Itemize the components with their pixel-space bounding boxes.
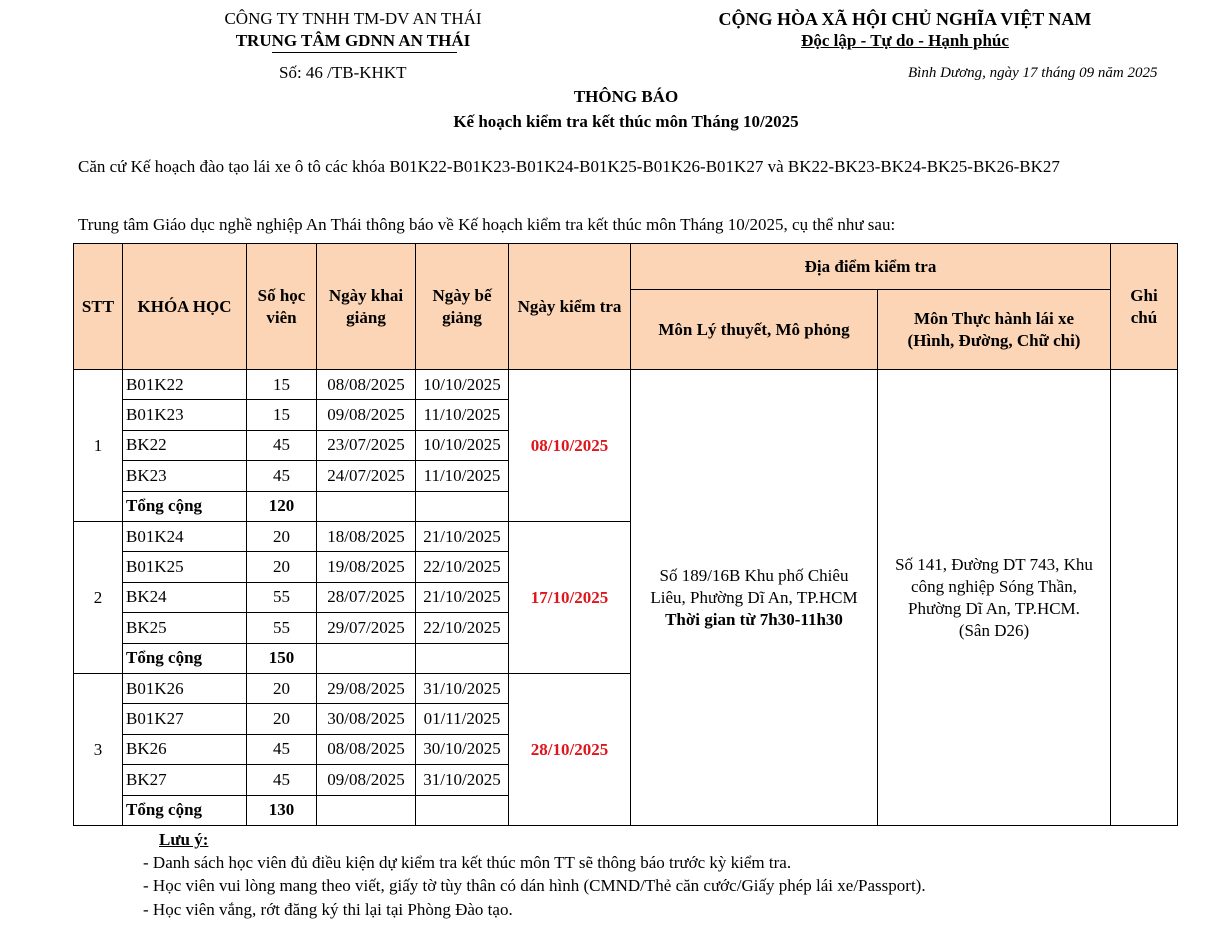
note-item-2: - Học viên vui lòng mang theo viết, giấy tờ tùy thân có dán hình (CMND/Thẻ căn cước/Giấy phép lái xe/Passport). — [143, 876, 926, 895]
table-cell-end: 10/10/2025 — [415, 369, 509, 400]
total-empty-end — [415, 491, 509, 522]
table-cell-students: 15 — [246, 369, 317, 400]
table-cell-students: 45 — [246, 460, 317, 491]
header-note-line2: chú — [1130, 307, 1158, 327]
note-column — [1110, 369, 1178, 826]
practice-location-line3: Phường Dĩ An, TP.HCM. — [908, 598, 1080, 618]
header-end — [415, 243, 509, 370]
header-practice-line1: Môn Thực hành lái xe — [913, 308, 1075, 328]
basis-text: Căn cứ Kế hoạch đào tạo lái xe ô tô các khóa B01K22-B01K23-B01K24-B01K25-B01K26-B01K27 và BK22-BK23-BK24-BK25-BK26-BK27 — [78, 157, 1060, 176]
table-cell-end: 30/10/2025 — [415, 734, 509, 765]
group-stt: 2 — [73, 521, 123, 674]
header-course: KHÓA HỌC — [122, 243, 247, 370]
header-start — [316, 243, 416, 370]
total-empty-start — [316, 795, 416, 826]
total-value: 120 — [246, 491, 317, 522]
table-cell-students: 45 — [246, 734, 317, 765]
table-cell-end: 21/10/2025 — [415, 521, 509, 552]
center-name: TRUNG TÂM GDNN AN THÁI — [235, 31, 471, 50]
header-students-line2: viên — [266, 307, 297, 327]
header-stt: STT — [73, 243, 123, 370]
total-empty-start — [316, 643, 416, 674]
total-empty-end — [415, 643, 509, 674]
table-cell-start: 23/07/2025 — [316, 430, 416, 461]
table-cell-students: 20 — [246, 551, 317, 582]
notice-title: THÔNG BÁO — [573, 87, 679, 106]
header-end-line2: giảng — [442, 307, 482, 327]
header-exam-date: Ngày kiểm tra — [508, 243, 631, 370]
table-cell-start: 08/08/2025 — [316, 734, 416, 765]
table-cell-course: B01K23 — [122, 399, 247, 430]
table-cell-students: 20 — [246, 673, 317, 704]
table-cell-course: B01K24 — [122, 521, 247, 552]
table-cell-end: 31/10/2025 — [415, 764, 509, 795]
header-practice — [877, 289, 1111, 370]
national-motto: Độc lập - Tự do - Hạnh phúc — [801, 31, 1009, 50]
header-end-line1: Ngày bế — [432, 285, 492, 305]
table-cell-start: 24/07/2025 — [316, 460, 416, 491]
header-start-line2: giảng — [346, 307, 386, 327]
header-students-line1: Số học — [257, 285, 306, 305]
theory-location-line2: Liêu, Phường Dĩ An, TP.HCM — [650, 587, 858, 607]
country-name: CỘNG HÒA XÃ HỘI CHỦ NGHĨA VIỆT NAM — [718, 9, 1092, 29]
header-theory: Môn Lý thuyết, Mô phỏng — [630, 289, 878, 370]
table-cell-students: 20 — [246, 521, 317, 552]
total-empty-start — [316, 491, 416, 522]
header-practice-line2: (Hình, Đường, Chữ chi) — [907, 330, 1081, 350]
company-name: CÔNG TY TNHH TM-DV AN THÁI — [224, 9, 482, 28]
header-left-divider — [272, 52, 457, 53]
table-cell-start: 18/08/2025 — [316, 521, 416, 552]
table-cell-start: 30/08/2025 — [316, 703, 416, 734]
table-cell-course: BK22 — [122, 430, 247, 461]
header-students — [246, 243, 317, 370]
table-cell-students: 20 — [246, 703, 317, 734]
announce-text: Trung tâm Giáo dục nghề nghiệp An Thái thông báo về Kế hoạch kiểm tra kết thúc môn Tháng 10/2025, cụ thể như sau: — [78, 215, 896, 234]
table-cell-start: 09/08/2025 — [316, 399, 416, 430]
table-cell-course: B01K27 — [122, 703, 247, 734]
table-cell-end: 11/10/2025 — [415, 460, 509, 491]
table-cell-students: 55 — [246, 582, 317, 613]
table-cell-end: 10/10/2025 — [415, 430, 509, 461]
table-cell-start: 29/07/2025 — [316, 612, 416, 643]
document-date: Bình Dương, ngày 17 tháng 09 năm 2025 — [908, 65, 1158, 81]
header-note — [1110, 243, 1178, 370]
group-stt: 3 — [73, 673, 123, 826]
group-exam-date: 28/10/2025 — [508, 673, 631, 826]
table-cell-start: 08/08/2025 — [316, 369, 416, 400]
notice-subtitle: Kế hoạch kiểm tra kết thúc môn Tháng 10/2025 — [453, 112, 799, 131]
table-cell-end: 01/11/2025 — [415, 703, 509, 734]
table-cell-start: 09/08/2025 — [316, 764, 416, 795]
theory-location-line1: Số 189/16B Khu phố Chiêu — [659, 565, 849, 585]
table-cell-students: 55 — [246, 612, 317, 643]
theory-location — [630, 369, 878, 826]
header-start-line1: Ngày khai — [328, 285, 404, 305]
document-number: Số: 46 /TB-KHKT — [279, 63, 407, 82]
exam-schedule-table — [73, 243, 1178, 826]
total-empty-end — [415, 795, 509, 826]
total-value: 150 — [246, 643, 317, 674]
table-cell-course: B01K22 — [122, 369, 247, 400]
group-stt: 1 — [73, 369, 123, 522]
total-label: Tổng cộng — [122, 491, 247, 522]
table-cell-end: 22/10/2025 — [415, 612, 509, 643]
group-exam-date: 08/10/2025 — [508, 369, 631, 522]
table-cell-course: B01K26 — [122, 673, 247, 704]
table-cell-students: 15 — [246, 399, 317, 430]
header-note-line1: Ghi — [1130, 285, 1158, 305]
note-item-1: - Danh sách học viên đủ điều kiện dự kiểm tra kết thúc môn TT sẽ thông báo trước kỳ kiểm tra. — [143, 853, 792, 872]
group-exam-date: 17/10/2025 — [508, 521, 631, 674]
table-cell-course: BK24 — [122, 582, 247, 613]
table-cell-end: 21/10/2025 — [415, 582, 509, 613]
table-cell-course: BK26 — [122, 734, 247, 765]
practice-location-line1: Số 141, Đường DT 743, Khu — [895, 554, 1093, 574]
table-cell-course: BK25 — [122, 612, 247, 643]
table-cell-start: 28/07/2025 — [316, 582, 416, 613]
table-cell-students: 45 — [246, 764, 317, 795]
practice-location-line2: công nghiệp Sóng Thần, — [911, 576, 1077, 596]
theory-time: Thời gian từ 7h30-11h30 — [665, 609, 843, 629]
total-label: Tổng cộng — [122, 795, 247, 826]
table-cell-course: B01K25 — [122, 551, 247, 582]
table-cell-end: 22/10/2025 — [415, 551, 509, 582]
table-cell-end: 31/10/2025 — [415, 673, 509, 704]
table-cell-course: BK27 — [122, 764, 247, 795]
practice-location — [877, 369, 1111, 826]
table-cell-students: 45 — [246, 430, 317, 461]
total-value: 130 — [246, 795, 317, 826]
table-cell-end: 11/10/2025 — [415, 399, 509, 430]
table-cell-start: 19/08/2025 — [316, 551, 416, 582]
note-item-3: - Học viên vắng, rớt đăng ký thi lại tại Phòng Đào tạo. — [143, 900, 513, 919]
notes-title: Lưu ý: — [159, 830, 209, 849]
table-cell-start: 29/08/2025 — [316, 673, 416, 704]
practice-location-line4: (Sân D26) — [958, 620, 1030, 640]
total-label: Tổng cộng — [122, 643, 247, 674]
header-location: Địa điểm kiểm tra — [630, 243, 1111, 290]
table-cell-course: BK23 — [122, 460, 247, 491]
